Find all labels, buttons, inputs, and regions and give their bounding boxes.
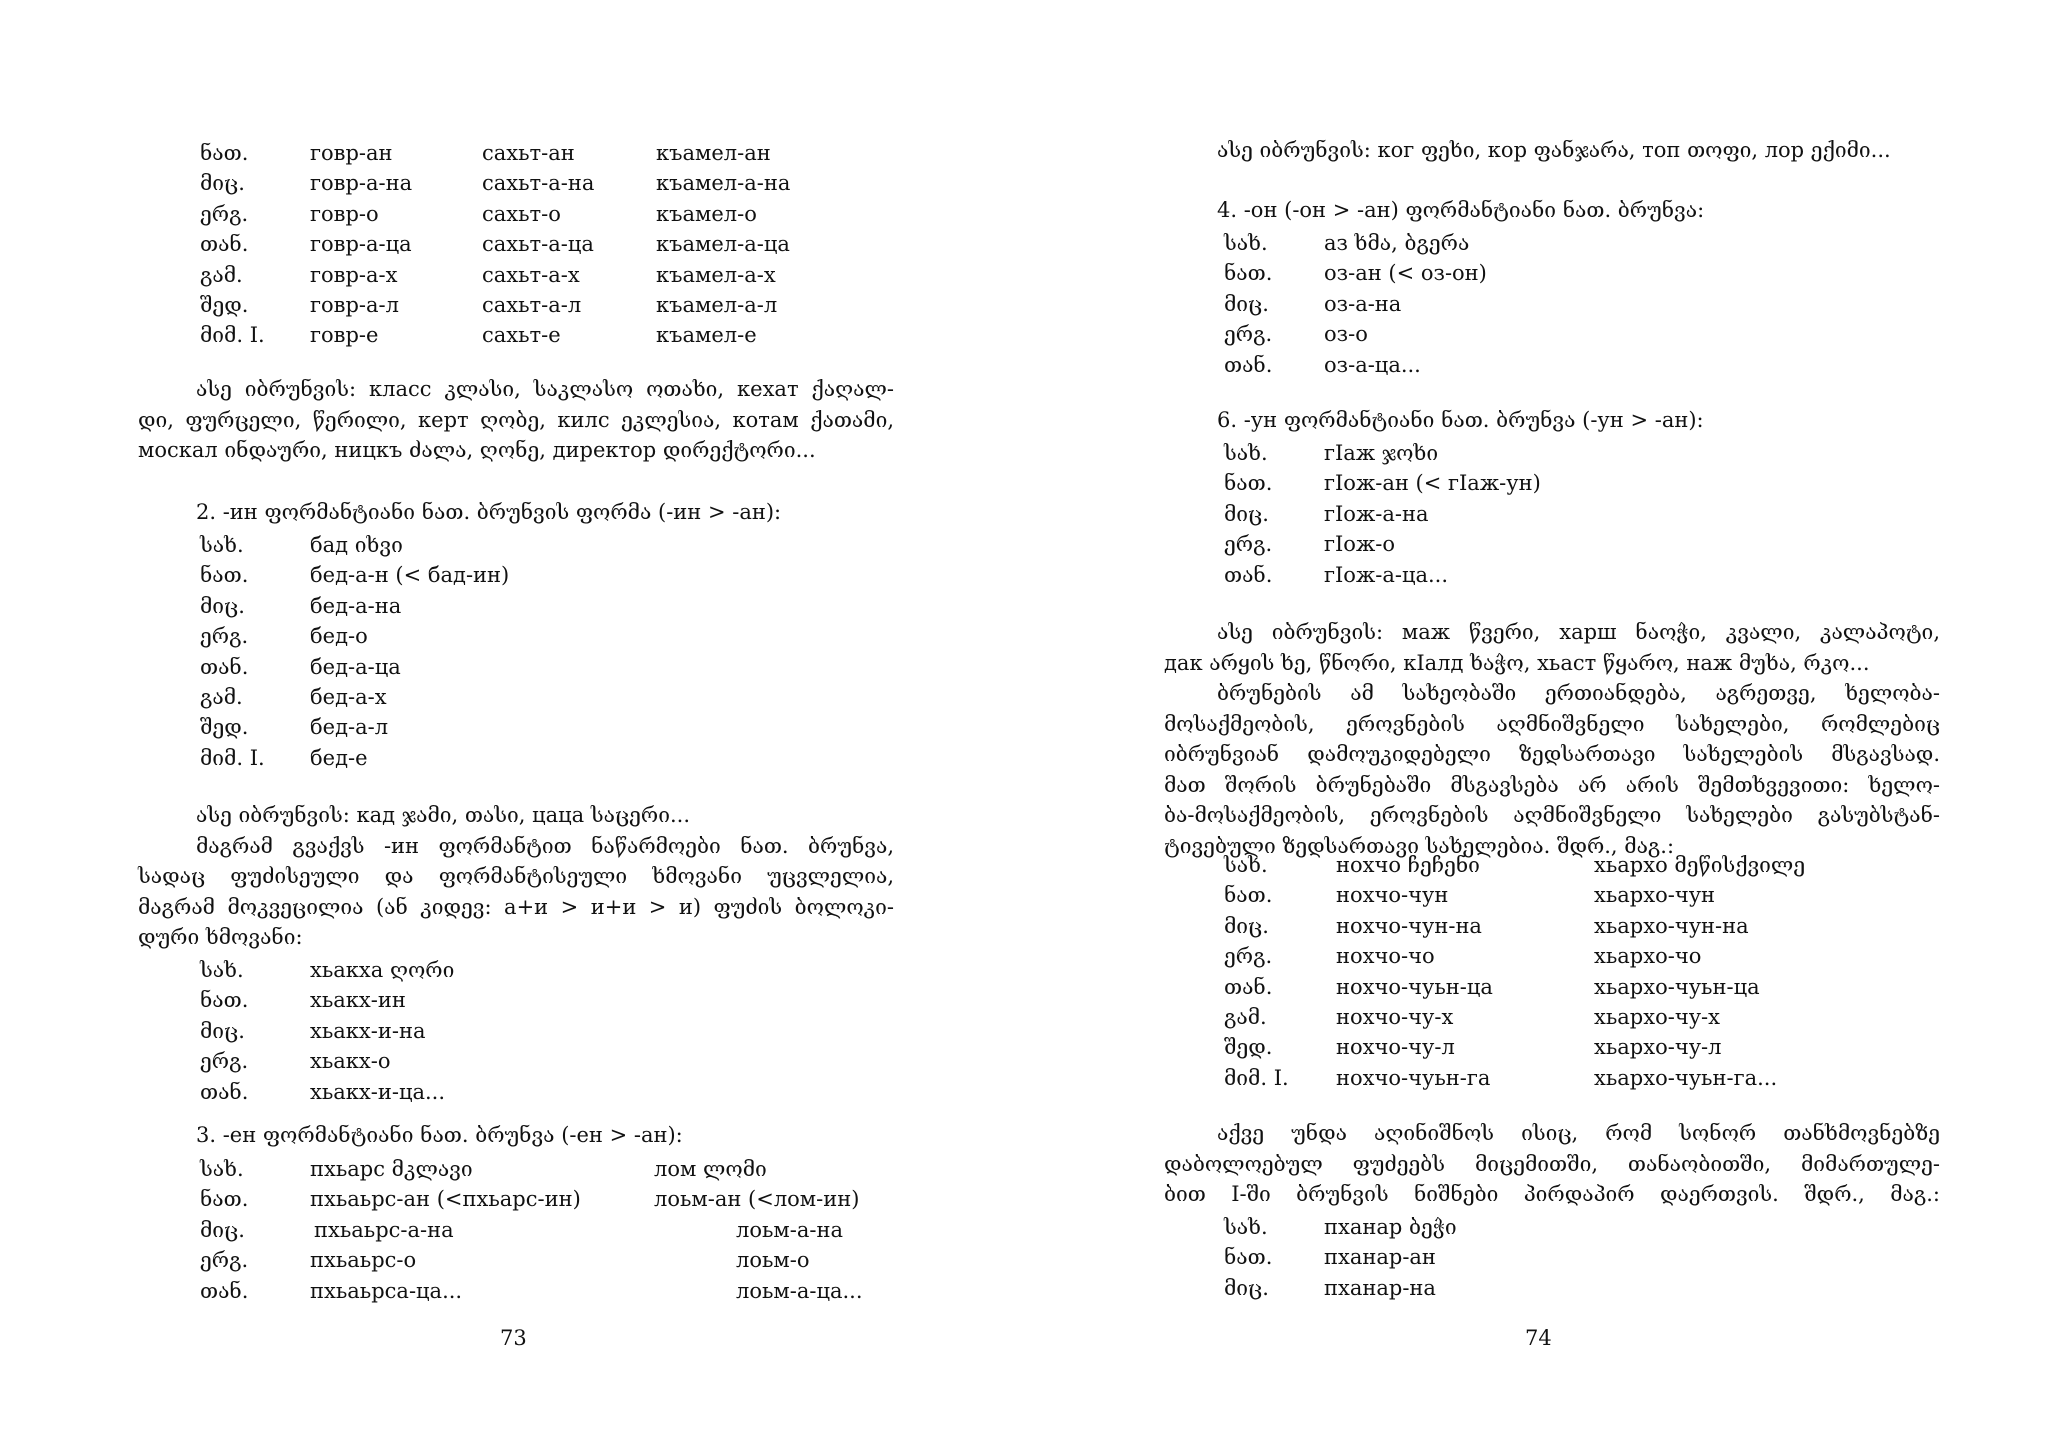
table7-cell: нохчо-чун-на (1336, 913, 1482, 938)
table4-cell: лоьм-о (736, 1248, 810, 1273)
table6-cell: სახ. (1224, 441, 1268, 465)
table2-cell: სახ. (200, 533, 244, 557)
table2-cell: бед-а-н (< бад-ин) (310, 563, 510, 588)
table7-cell: хьархо-чу-х (1594, 1005, 1720, 1029)
para3-line: ბრუნების ამ სახეობაში ერთიანდება, აგრეთვე, ხელობა- (1217, 681, 1940, 705)
table7-cell: თან. (1224, 974, 1273, 999)
table8-cell: მიც. (1224, 1275, 1269, 1300)
table1-cell: говр-а-л (310, 293, 399, 317)
table1-cell: къамел-а-х (656, 262, 776, 287)
section-heading-2: 2. -ин ფორმანტიანი ნათ. ბრუნვის ფორმა (-ин > -ан): (196, 500, 782, 524)
table4-cell: лом ლომი (654, 1157, 767, 1181)
table4-cell: лоьм-а-ца... (736, 1278, 863, 1303)
table7-cell: нохчо-чун (1336, 883, 1449, 908)
table7-cell: хьархо-чуьн-га... (1594, 1065, 1778, 1090)
para3-line: ბა-მოსაქმეობის, ეროვნების აღმნიშვნელი სახელები გასუბსტან- (1164, 803, 1940, 827)
table2-cell: ერგ. (200, 624, 249, 649)
table6-cell: гІож-о (1324, 532, 1395, 557)
table1-cell: къамел-ан (656, 141, 771, 165)
table2-cell: бед-а-ца (310, 654, 401, 679)
table1-cell: къамел-о (656, 201, 757, 226)
table1-cell: говр-а-х (310, 262, 398, 287)
table4-cell: пхьаьрса-ца... (310, 1278, 463, 1303)
table6-cell: მიც. (1224, 501, 1269, 526)
table6-cell: гІож-ан (< гІаж-ун) (1324, 471, 1541, 496)
para1-line: დი, ფურცელი, წერილი, керт ღობე, килс ეკლესია, котам ქათამი, (138, 407, 894, 432)
table2-cell: გამ. (200, 685, 243, 709)
table7-cell: нохчо ჩეჩენი (1336, 853, 1480, 877)
table6-cell: ნათ. (1224, 471, 1273, 496)
table3-cell: хьакх-и-ца... (310, 1079, 446, 1104)
table1-cell: къамел-а-л (656, 293, 778, 317)
table8-cell: ნათ. (1224, 1245, 1273, 1270)
table4-cell: пхьаьрс-ан (<пхьарс-ин) (310, 1187, 581, 1212)
table7-cell: хьархо-чун-на (1594, 913, 1749, 938)
table5-cell: თან. (1224, 352, 1273, 377)
table3-cell: ერგ. (200, 1049, 249, 1074)
table4-cell: пхьарс მკლავი (310, 1157, 473, 1181)
para3-line: дак არყის ხე, წნორი, кІалд ხაჭო, хьаст წყარო, наж მუხა, რკო... (1164, 650, 1870, 675)
table6-cell: гІаж ჯოხი (1324, 441, 1439, 465)
section-heading-3: 3. -ен ფორმანტიანი ნათ. ბრუნვა (-ен > -ан): (196, 1123, 683, 1147)
table2-cell: бед-о (310, 624, 368, 649)
table1-cell: сахьт-а-на (482, 171, 595, 196)
table4-cell: пхьаьрс-о (310, 1248, 417, 1273)
table2-cell: შედ. (200, 715, 249, 740)
table1-cell: сахьт-е (482, 323, 561, 348)
table7-cell: хьархо-чу-л (1594, 1035, 1722, 1060)
table1-cell: сахьт-ан (482, 141, 575, 165)
table5-cell: оз-а-ца... (1324, 352, 1421, 377)
table5-cell: оз-о (1324, 322, 1368, 347)
para3-line: იბრუნვიან დამოუკიდებელი ზედსართავი სახელების მსგავსად. (1164, 742, 1940, 766)
section-heading-6: 6. -ун ფორმანტიანი ნათ. ბრუნვა (-ун > -ан): (1217, 408, 1704, 432)
table1-cell: ნათ. (200, 141, 249, 165)
table5-cell: ერგ. (1224, 322, 1273, 347)
table3-cell: სახ. (200, 958, 244, 982)
table1-cell: сахьт-а-х (482, 262, 580, 287)
table1-cell: говр-а-на (310, 171, 413, 196)
table2-cell: მიც. (200, 593, 245, 618)
para4-line: ბით I-ში ბრუნვის ნიშნები პირდაპირ დაერთვის. შდრ., მაგ.: (1164, 1182, 1940, 1206)
table3-cell: თან. (200, 1079, 249, 1104)
table1-cell: говр-о (310, 201, 379, 226)
table5-cell: მიც. (1224, 291, 1269, 316)
table8-cell: пханар ბეჭი (1324, 1215, 1457, 1239)
para2-line: სადაც ფუძისეული და ფორმანტისეული ხმოვანი უცვლელია, (138, 864, 894, 888)
table1-cell: შედ. (200, 293, 249, 317)
table7-cell: нохчо-чо (1336, 944, 1435, 969)
para2-line: ასე იბრუნვის: кад ჯამი, თასი, цаца საცერი... (196, 803, 690, 827)
para1-line: москал ინდაური, ницкъ ძალა, ღონე, директор დირექტორი... (138, 438, 816, 462)
table1-cell: თან. (200, 232, 249, 257)
table7-cell: хьархо-чо (1594, 944, 1702, 969)
table7-cell: ნათ. (1224, 883, 1273, 908)
table4-cell: лоьм-а-на (736, 1217, 843, 1242)
table1-cell: მიმ. I. (200, 323, 265, 348)
table8-cell: пханар-ан (1324, 1245, 1436, 1270)
para4-line: დაბოლოებულ ფუძეებს მიცემითში, თანაობითში, მიმართულე- (1164, 1151, 1940, 1176)
table7-cell: хьархо-чуьн-ца (1594, 974, 1760, 999)
table8-cell: სახ. (1224, 1215, 1268, 1239)
table7-cell: მიმ. I. (1224, 1065, 1289, 1090)
page-number: 73 (500, 1326, 527, 1350)
table1-cell: къамел-е (656, 323, 757, 348)
table7-cell: ერგ. (1224, 944, 1273, 969)
table1-cell: сахьт-а-л (482, 293, 582, 317)
table7-cell: нохчо-чу-л (1336, 1035, 1455, 1060)
para3-line: მოსაქმეობის, ეროვნების აღმნიშვნელი სახელები, რომლებიც (1164, 711, 1940, 736)
table1-cell: къамел-а-на (656, 171, 791, 196)
table3-cell: хьакх-о (310, 1049, 391, 1074)
table1-cell: მიც. (200, 171, 245, 196)
para2-line: დური ხმოვანი: (138, 925, 303, 949)
table7-cell: нохчо-чуьн-га (1336, 1065, 1491, 1090)
table6-cell: гІож-а-на (1324, 501, 1429, 526)
table5-cell: аз ხმა, ბგერა (1324, 231, 1470, 255)
table7-cell: хьархо მეწისქვილე (1594, 853, 1806, 877)
table3-cell: хьакх-ин (310, 988, 406, 1013)
table4-cell: лоьм-ан (<лом-ин) (654, 1187, 860, 1212)
table3-cell: მიც. (200, 1018, 245, 1043)
table1-cell: сахьт-а-ца (482, 232, 594, 257)
para3-line: ასე იბრუნვის: маж წვერი, харш ნაოჭი, კვალი, კალაპოტი, (1217, 620, 1940, 644)
table5-cell: оз-а-на (1324, 291, 1402, 316)
table6-cell: гІож-а-ца... (1324, 562, 1449, 587)
table7-cell: нохчо-чу-х (1336, 1005, 1454, 1029)
intro-line: ასე იბრუნვის: ког ფეხი, кор ფანჯარა, топ თოფი, лор ექიმი... (1217, 138, 1891, 162)
table7-cell: გამ. (1224, 1005, 1267, 1029)
table2-cell: მიმ. I. (200, 745, 265, 770)
table5-cell: оз-ан (< оз-он) (1324, 261, 1487, 286)
table4-cell: თან. (200, 1278, 249, 1303)
table2-cell: бед-е (310, 745, 368, 770)
table8-cell: пханар-на (1324, 1275, 1436, 1300)
table6-cell: თან. (1224, 562, 1273, 587)
table1-cell: ერგ. (200, 201, 249, 226)
table2-cell: бед-а-х (310, 685, 387, 709)
table7-cell: მიც. (1224, 913, 1269, 938)
table4-cell: пхьаьрс-а-на (314, 1217, 454, 1242)
table1-cell: გამ. (200, 262, 243, 287)
table7-cell: нохчо-чуьн-ца (1336, 974, 1493, 999)
table1-cell: говр-а-ца (310, 232, 412, 257)
table4-cell: სახ. (200, 1157, 244, 1181)
table2-cell: бед-а-л (310, 715, 389, 740)
table1-cell: къамел-а-ца (656, 232, 790, 257)
para3-line: ტივებული ზედსართავი სახელებია. შდრ., მაგ.: (1164, 833, 1675, 858)
para1-line: ასე იბრუნვის: класс კლასი, საკლასო ოთახი, кехат ქაღალ- (196, 377, 894, 401)
table3-cell: хьакх-и-на (310, 1018, 426, 1043)
table2-cell: ნათ. (200, 563, 249, 588)
para4-line: აქვე უნდა აღინიშნოს ისიც, რომ სონორ თანხმოვნებზე (1217, 1121, 1940, 1145)
table4-cell: მიც. (200, 1217, 245, 1242)
table5-cell: სახ. (1224, 231, 1268, 255)
page-number: 74 (1525, 1326, 1552, 1350)
table4-cell: ერგ. (200, 1248, 249, 1273)
table6-cell: ერგ. (1224, 532, 1273, 557)
table1-cell: говр-е (310, 323, 379, 348)
para2-line: მაგრამ გვაქვს -ин ფორმანტით ნაწარმოები ნათ. ბრუნვა, (196, 833, 894, 858)
table2-cell: бад იხვი (310, 533, 403, 557)
table7-cell: хьархо-чун (1594, 883, 1716, 908)
table5-cell: ნათ. (1224, 261, 1273, 286)
table2-cell: თან. (200, 654, 249, 679)
table4-cell: ნათ. (200, 1187, 249, 1212)
section-heading-4: 4. -он (-он > -ан) ფორმანტიანი ნათ. ბრუნვა: (1217, 198, 1705, 222)
table2-cell: бед-а-на (310, 593, 402, 618)
table7-cell: სახ. (1224, 853, 1268, 877)
para2-line: მაგრამ მოკვეცილია (ან კიდევ: а+и > и+и > и) ფუძის ბოლოკი- (138, 894, 894, 919)
para3-line: მათ შორის ბრუნებაში მსგავსება არ არის შემთხვევითი: ხელო- (1164, 772, 1940, 797)
table3-cell: ნათ. (200, 988, 249, 1013)
page-right (1024, 0, 2048, 1447)
table7-cell: შედ. (1224, 1035, 1273, 1060)
table3-cell: хьакха ღორი (310, 958, 455, 982)
table1-cell: сахьт-о (482, 201, 561, 226)
table1-cell: говр-ан (310, 141, 393, 165)
